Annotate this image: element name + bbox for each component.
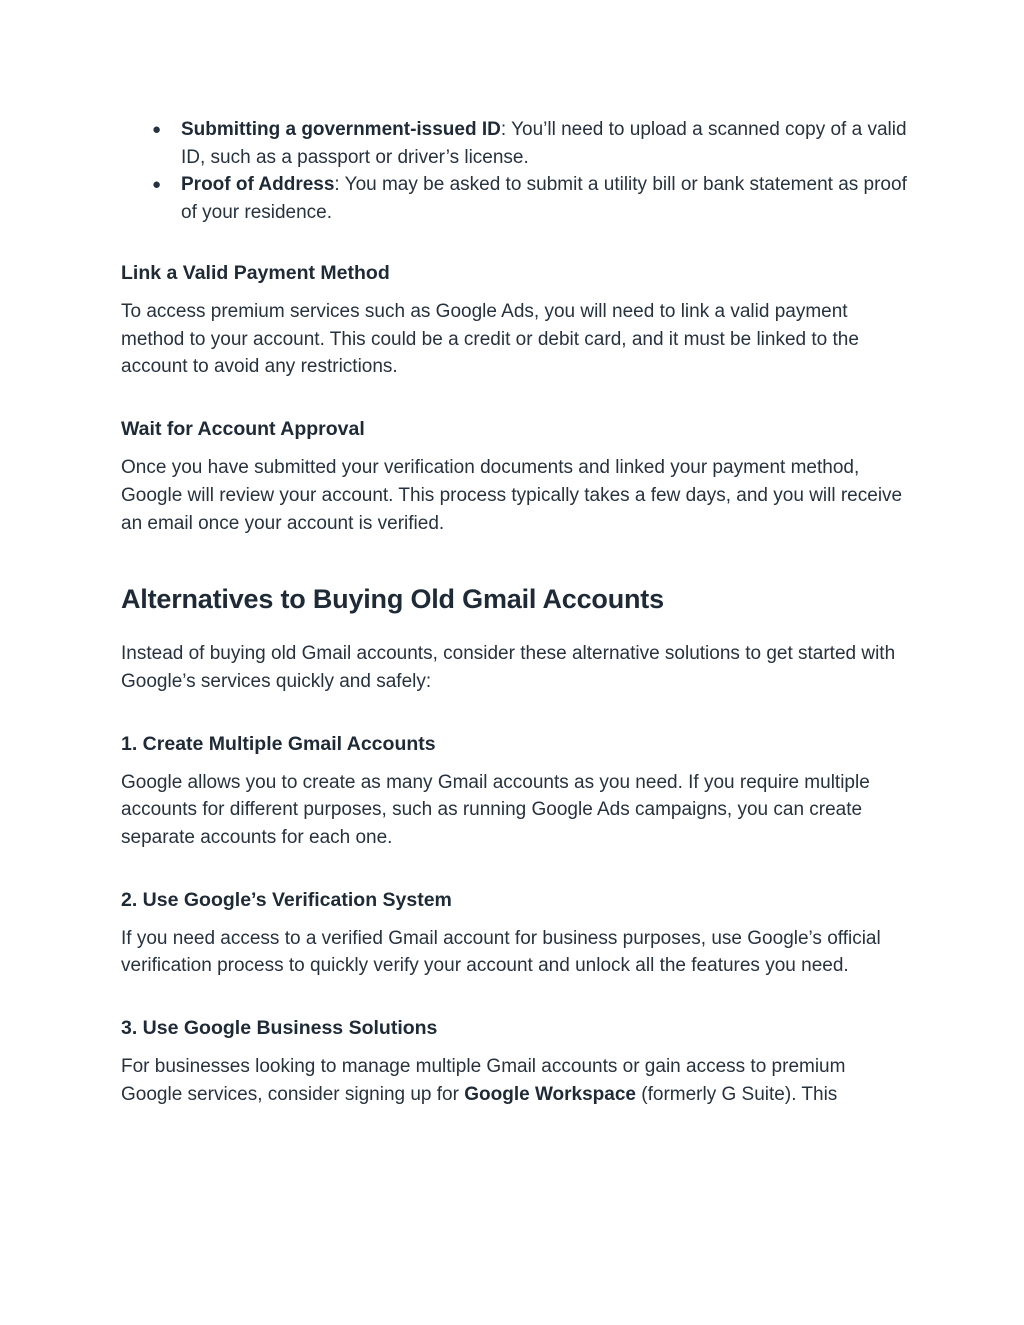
section-heading-payment: Link a Valid Payment Method — [121, 262, 390, 284]
bullet-icon: ● — [152, 176, 162, 193]
bullet-text: : You’ll need to upload a scanned copy of a valid ID, such as a passport or driver’s license. — [181, 119, 907, 168]
list-item — [121, 171, 911, 226]
alt3-body-bold: Google Workspace — [464, 1083, 636, 1105]
alt3-body — [121, 1053, 911, 1108]
alternatives-intro: Instead of buying old Gmail accounts, consider these alternative solutions to get started with Google’s services quickly and safely: — [121, 643, 896, 692]
alt1-body: Google allows you to create as many Gmail accounts as you need. If you require multiple accounts for different purposes, such as running Google Ads campaigns, you can create separate accounts for each one. — [121, 771, 870, 849]
alt3-body-text-end: (formerly G Suite). This — [636, 1083, 838, 1105]
verification-bullet-list — [121, 116, 911, 226]
section-heading-approval: Wait for Account Approval — [121, 418, 365, 441]
document-page — [121, 116, 911, 1109]
bullet-bold-label: Proof of Address — [181, 174, 335, 195]
bullet-text: : You may be asked to submit a utility bill or bank statement as proof of your residence. — [181, 174, 907, 223]
alt3-heading: 3. Use Google Business Solutions — [121, 1017, 438, 1040]
alt1-heading: 1. Create Multiple Gmail Accounts — [121, 732, 436, 755]
list-item — [121, 116, 911, 171]
section-body-payment: To access premium services such as Google Ads, you will need to link a valid payment method to your account. This could be a credit or debit card, and it must be linked to the account to avoid any restrictions. — [121, 301, 859, 378]
alt2-heading: 2. Use Google’s Verification System — [121, 888, 452, 911]
alt2-body: If you need access to a verified Gmail account for business purposes, use Google’s official verification process to quickly verify your account and unlock all the features you need. — [121, 927, 881, 977]
bullet-bold-label: Submitting a government-issued ID — [181, 119, 501, 140]
bullet-icon: ● — [152, 121, 162, 138]
section-body-approval: Once you have submitted your verification documents and linked your payment method, Google will review your account. This process typically takes a few days, and you will receive an email once your account is verified. — [121, 457, 903, 534]
alt3-body-text: For businesses looking to manage multiple Gmail accounts or gain access to premium Google services, consider signing up for — [121, 1056, 846, 1105]
alternatives-heading: Alternatives to Buying Old Gmail Accounts — [121, 584, 664, 615]
